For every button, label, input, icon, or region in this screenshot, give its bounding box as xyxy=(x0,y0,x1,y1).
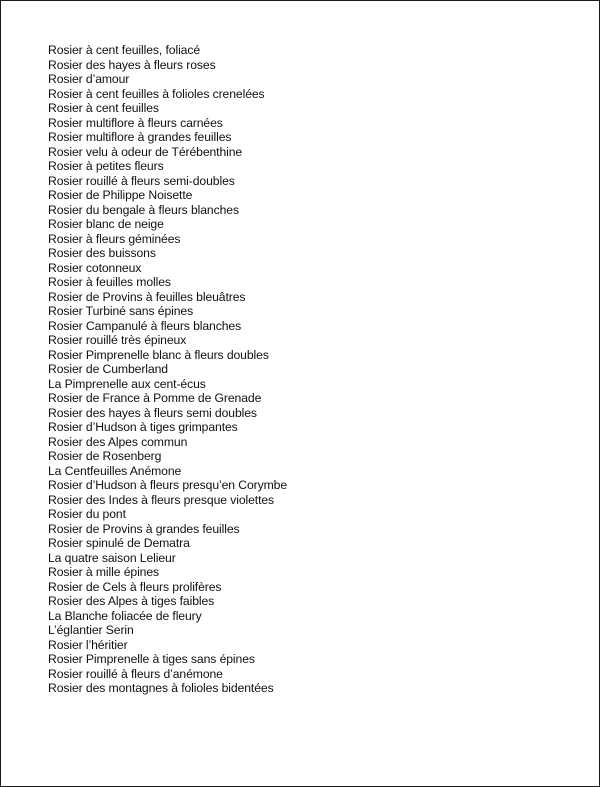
list-item: Rosier de Cumberland xyxy=(48,362,168,376)
list-item: La Blanche foliacée de fleury xyxy=(48,608,202,623)
list-item: La quatre saison Lelieur xyxy=(48,550,176,565)
list-item: Rosier des Indes à fleurs presque violettes xyxy=(48,492,275,507)
list-item: La Pimprenelle aux cent-écus xyxy=(48,376,206,391)
list-item: Rosier de Rosenberg xyxy=(48,449,162,463)
list-item: Rosier rouillé à fleurs d’anémone xyxy=(48,666,223,681)
list-item: Rosier des hayes à fleurs semi doubles xyxy=(48,405,257,420)
list-item: Rosier des Alpes commun xyxy=(48,434,188,449)
list-item: Rosier de Provins à feuilles bleuâtres xyxy=(48,289,246,304)
list-item: La Centfeuilles Anémone xyxy=(48,463,182,478)
list-item: Rosier multiflore à grandes feuilles xyxy=(48,130,232,144)
list-item: Rosier Pimprenelle à tiges sans épines xyxy=(48,652,255,666)
list-item: Rosier de Provins à grandes feuilles xyxy=(48,521,240,536)
list-item: Rosier à petites fleurs xyxy=(48,159,164,173)
list-item: Rosier à mille épines xyxy=(48,565,160,579)
list-item: Rosier l’héritier xyxy=(48,637,128,652)
rose-name-list xyxy=(48,43,287,696)
list-item: Rosier d’Hudson à fleurs presqu’en Corymbe xyxy=(48,478,287,492)
list-item: Rosier Campanulé à fleurs blanches xyxy=(48,318,242,333)
list-item: Rosier du pont xyxy=(48,507,126,521)
list-item: Rosier à cent feuilles, foliacé xyxy=(48,43,201,57)
list-item: Rosier du bengale à fleurs blanches xyxy=(48,202,239,217)
list-item: L’églantier Serin xyxy=(48,623,134,637)
list-item: Rosier spinulé de Dematra xyxy=(48,536,190,550)
list-item: Rosier des buissons xyxy=(48,246,156,260)
list-item: Rosier des Alpes à tiges faibles xyxy=(48,594,215,608)
list-item: Rosier multiflore à fleurs carnées xyxy=(48,115,223,130)
list-item: Rosier à fleurs géminées xyxy=(48,231,181,246)
list-item: Rosier de France à Pomme de Grenade xyxy=(48,391,262,405)
list-item: Rosier des montagnes à folioles bidentées xyxy=(48,681,274,695)
list-item: Rosier à feuilles molles xyxy=(48,275,171,289)
list-item: Rosier d’amour xyxy=(48,72,130,86)
list-item: Rosier velu à odeur de Térébenthine xyxy=(48,144,243,159)
list-item: Rosier cotonneux xyxy=(48,260,142,275)
list-item: Rosier Turbiné sans épines xyxy=(48,304,194,318)
list-item: Rosier de Philippe Noisette xyxy=(48,188,193,202)
list-item: Rosier d’Hudson à tiges grimpantes xyxy=(48,420,238,434)
list-item: Rosier à cent feuilles xyxy=(48,101,159,115)
list-item: Rosier rouillé très épineux xyxy=(48,333,187,347)
list-item: Rosier rouillé à fleurs semi-doubles xyxy=(48,173,235,188)
list-item: Rosier blanc de neige xyxy=(48,217,164,231)
list-item: Rosier Pimprenelle blanc à fleurs doubles xyxy=(48,347,269,362)
list-item: Rosier à cent feuilles à folioles crenelées xyxy=(48,86,265,101)
list-item: Rosier des hayes à fleurs roses xyxy=(48,57,216,72)
list-item: Rosier de Cels à fleurs prolifères xyxy=(48,579,222,594)
